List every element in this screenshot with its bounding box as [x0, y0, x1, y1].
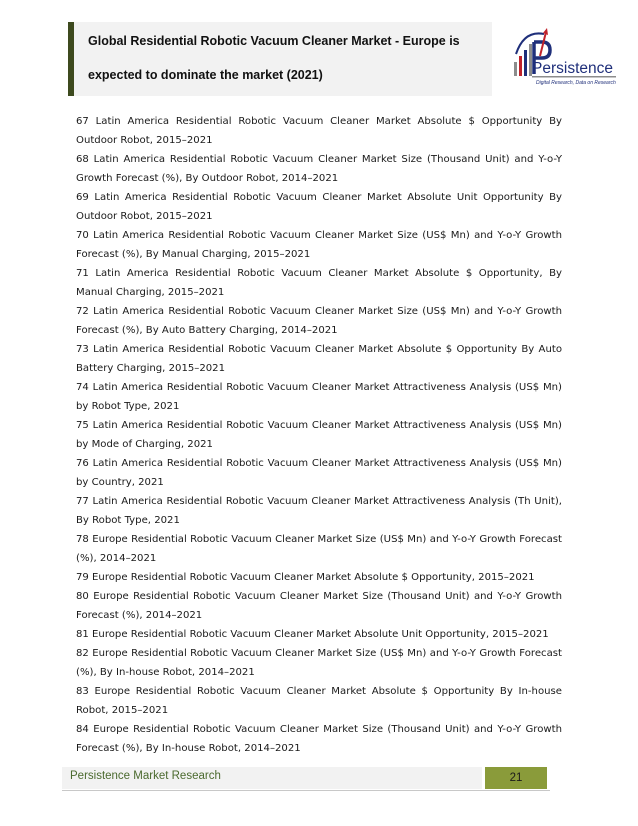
list-item: 69 Latin America Residential Robotic Vacuum Cleaner Market Absolute Unit Opportunity By Outdoor Robot, 2015–2021 [76, 192, 562, 222]
list-item: 81 Europe Residential Robotic Vacuum Cleaner Market Absolute Unit Opportunity, 2015–2021 [76, 629, 549, 640]
page-footer [62, 765, 552, 791]
list-item: 83 Europe Residential Robotic Vacuum Cleaner Market Absolute $ Opportunity By In-house Robot, 2015–2021 [76, 686, 562, 716]
page-number: 21 [485, 767, 547, 789]
logo-tagline: Digital Research, Data on Research [536, 80, 616, 86]
persistence-logo [510, 24, 620, 96]
page-header [68, 22, 492, 96]
list-item: 78 Europe Residential Robotic Vacuum Cleaner Market Size (US$ Mn) and Y-o-Y Growth Forecast (%), 2014–2021 [76, 534, 562, 564]
list-item: 67 Latin America Residential Robotic Vacuum Cleaner Market Absolute $ Opportunity By Outdoor Robot, 2015–2021 [76, 116, 562, 146]
header-title-line2: expected to dominate the market (2021) [88, 68, 323, 82]
list-item: 70 Latin America Residential Robotic Vacuum Cleaner Market Size (US$ Mn) and Y-o-Y Growth Forecast (%), By Manual Charging, 2015–2021 [76, 230, 562, 260]
list-item: 74 Latin America Residential Robotic Vacuum Cleaner Market Attractiveness Analysis (US$ Mn) by Robot Type, 2021 [76, 382, 562, 412]
list-item: 84 Europe Residential Robotic Vacuum Cleaner Market Size (Thousand Unit) and Y-o-Y Growth Forecast (%), By In-house Robot, 2014–2021 [76, 724, 562, 754]
list-item: 73 Latin America Residential Robotic Vacuum Cleaner Market Absolute $ Opportunity By Auto Battery Charging, 2015–2021 [76, 344, 562, 374]
list-item: 80 Europe Residential Robotic Vacuum Cleaner Market Size (Thousand Unit) and Y-o-Y Growth Forecast (%), 2014–2021 [76, 591, 562, 621]
list-item: 72 Latin America Residential Robotic Vacuum Cleaner Market Size (US$ Mn) and Y-o-Y Growth Forecast (%), By Auto Battery Charging, 2014–2021 [76, 306, 562, 336]
list-item: 82 Europe Residential Robotic Vacuum Cleaner Market Size (US$ Mn) and Y-o-Y Growth Forecast (%), By In-house Robot, 2014–2021 [76, 648, 562, 678]
footer-divider [62, 790, 550, 791]
table-of-figures [76, 112, 562, 758]
footer-label: Persistence Market Research [70, 770, 221, 782]
header-title-line1: Global Residential Robotic Vacuum Cleaner Market - Europe is [88, 34, 460, 48]
list-item: 77 Latin America Residential Robotic Vacuum Cleaner Market Attractiveness Analysis (Th Unit), By Robot Type, 2021 [76, 496, 562, 526]
list-item: 79 Europe Residential Robotic Vacuum Cleaner Market Absolute $ Opportunity, 2015–2021 [76, 572, 535, 583]
logo-wordmark: Persistence [532, 60, 613, 77]
list-item: 76 Latin America Residential Robotic Vacuum Cleaner Market Attractiveness Analysis (US$ Mn) by Country, 2021 [76, 458, 562, 488]
list-item: 71 Latin America Residential Robotic Vacuum Cleaner Market Absolute $ Opportunity, By Manual Charging, 2015–2021 [76, 268, 562, 298]
list-item: 68 Latin America Residential Robotic Vacuum Cleaner Market Size (Thousand Unit) and Y-o-Y Growth Forecast (%), By Outdoor Robot, 2014–2021 [76, 154, 562, 184]
list-item: 75 Latin America Residential Robotic Vacuum Cleaner Market Attractiveness Analysis (US$ Mn) by Mode of Charging, 2021 [76, 420, 562, 450]
